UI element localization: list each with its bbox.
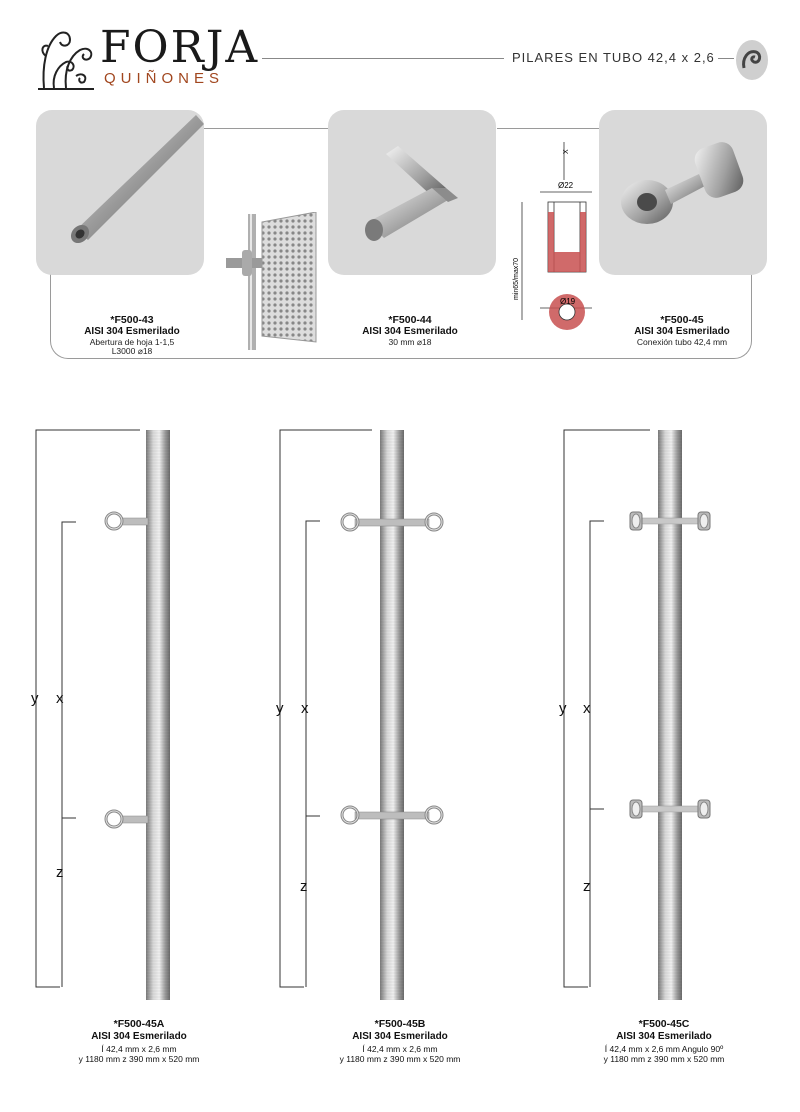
post-dim: 42,4 mm x 2,6 mm Angulo 90º [609,1043,724,1054]
brand-subtitle: QUIÑONES [104,70,225,87]
product-photo-f500-45 [599,110,767,275]
dim-label-19: Ø19 [560,297,576,306]
dim-symbol: Í [362,1043,365,1054]
post-f500-45a [36,430,170,1000]
post-code: *F500-45A [113,1018,165,1030]
product-material: AISI 304 Esmerilado [84,326,180,338]
product-photo-f500-43 [36,110,204,275]
page-title: PILARES EN TUBO 42,4 x 2,6 [512,50,715,65]
dim-y-label: y [31,690,39,707]
product-desc: Abertura de hoja 1-1,5 [89,336,175,347]
post-code: *F500-45B [374,1018,426,1030]
brand-wordmark: FORJA [100,22,260,73]
product-code: *F500-45 [660,314,704,326]
dim-x-label: x [583,700,591,717]
wrought-iron-ornament-icon [36,26,100,92]
header-divider-short [718,58,734,59]
post-code: *F500-45C [638,1018,690,1030]
scroll-ornament-icon [734,38,770,82]
dim-y-label: y [276,700,284,717]
post-dim-values: y 1180 mm z 390 mm x 520 mm [78,1054,200,1065]
product-caption-f500-43 [62,314,202,357]
product-code: *F500-44 [388,314,432,326]
product-caption-f500-44 [340,314,480,347]
post-material: AISI 304 Esmerilado [352,1031,448,1043]
post-caption-f500-45a [64,1018,214,1065]
dim-label-22: Ø22 [558,181,574,190]
dim-symbol: Í [604,1043,608,1054]
dim-z-label: z [300,878,308,895]
post-material: AISI 304 Esmerilado [616,1031,712,1043]
perforated-panel-illustration [212,212,324,352]
product-material: AISI 304 Esmerilado [634,326,730,338]
post-caption-f500-45c [584,1018,744,1065]
post-caption-f500-45b [322,1018,478,1065]
post-dim-values: y 1180 mm z 390 mm x 520 mm [603,1054,725,1065]
dim-z-label: z [56,864,64,881]
frame-connector [497,128,601,129]
posts-drawing [0,420,800,1000]
product-desc: L3000 ⌀18 [111,346,153,357]
post-dim-values: y 1180 mm z 390 mm x 520 mm [339,1054,461,1065]
dim-x-label: x [301,700,309,717]
frame-connector [200,128,330,129]
product-desc: Conexión tubo 42,4 mm [636,336,728,347]
dim-y-label: y [559,700,567,717]
post-dim: 42,4 mm x 2,6 mm [106,1043,177,1054]
product-caption-f500-45 [612,314,752,347]
post-material: AISI 304 Esmerilado [91,1031,187,1043]
post-dim: 42,4 mm x 2,6 mm [367,1043,438,1054]
dim-x-label: x [56,690,64,707]
product-material: AISI 304 Esmerilado [362,326,458,338]
product-photo-f500-44 [328,110,496,275]
dim-label-x: X [563,149,570,154]
dim-label-side: min65/max70 [513,257,520,300]
dim-z-label: z [583,878,591,895]
header-divider [262,58,504,59]
product-code: *F500-43 [110,314,154,326]
product-desc: 30 mm ⌀18 [388,336,432,347]
dim-symbol: Í [101,1043,104,1054]
technical-drawing [510,140,602,345]
